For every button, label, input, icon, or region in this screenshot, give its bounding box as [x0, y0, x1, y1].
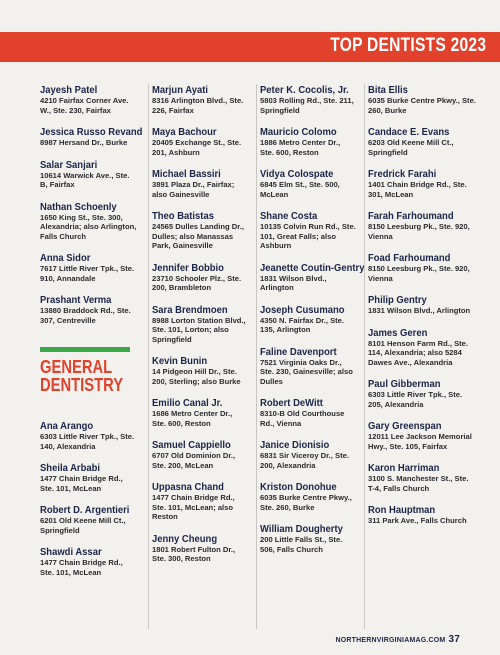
dentist-address: 3891 Plaza Dr., Fairfax; also Gainesville: [152, 180, 235, 199]
dentist-address: 12011 Lee Jackson Memorial Hwy., Ste. 105, Fairfax: [368, 432, 472, 451]
dentist-entry: [152, 304, 248, 345]
dentist-entry: [368, 327, 476, 368]
dentist-name: Michael Bassiri: [152, 168, 221, 180]
dentist-entry: [152, 355, 248, 386]
dentist-entry: [40, 546, 138, 577]
dentist-name: William Dougherty: [260, 523, 343, 535]
dentist-entry: [368, 84, 476, 115]
section-title: GENERAL DENTISTRY: [40, 357, 124, 395]
dentist-address: 1401 Chain Bridge Rd., Ste. 301, McLean: [368, 180, 467, 199]
dentist-address: 24565 Dulles Landing Dr., Dulles; also Manassas Park, Gainesville: [152, 222, 244, 250]
dentist-address: 10135 Colvin Run Rd., Ste. 101, Great Falls; also Ashburn: [260, 222, 356, 250]
dentist-address: 20405 Exchange St., Ste. 201, Ashburn: [152, 138, 242, 157]
dentist-name: Karon Harriman: [368, 462, 440, 474]
dentist-name: Prashant Verma: [40, 294, 112, 306]
dentist-address: 6035 Burke Centre Pkwy., Ste. 260, Burke: [260, 493, 352, 512]
dentist-name: Shane Costa: [260, 210, 318, 222]
dentist-name: Ron Hauptman: [368, 504, 436, 516]
dentist-name: Emilio Canal Jr.: [152, 397, 223, 409]
page-footer: [335, 634, 460, 645]
dentist-entry: [368, 462, 476, 493]
dentist-entry: [260, 397, 356, 428]
dentist-address: 1831 Wilson Blvd., Arlington: [260, 273, 327, 292]
dentist-entry: [152, 262, 248, 293]
page-number: 37: [448, 634, 460, 645]
dentist-address: 6303 Little River Tpk., Ste. 140, Alexandria: [40, 432, 135, 451]
dentist-name: Kriston Donohue: [260, 481, 337, 493]
dentist-name: Vidya Colospate: [260, 168, 334, 180]
dentist-address: 6201 Old Keene Mill Ct., Springfield: [40, 516, 126, 535]
dentist-name: James Geren: [368, 326, 428, 339]
dentist-address: 8150 Leesburg Pk., Ste. 920, Vienna: [368, 264, 470, 283]
dentist-address: 8101 Henson Farm Rd., Ste. 114, Alexandria; also 5284 Dawes Ave., Alexandria: [368, 338, 469, 367]
dentist-address: 8310-B Old Courthouse Rd., Vienna: [260, 409, 345, 428]
dentist-name: Jeanette Coutin-Gentry: [260, 261, 365, 274]
dentist-entry: [152, 126, 248, 157]
dentist-address: 6035 Burke Centre Pkwy., Ste. 260, Burke: [368, 96, 476, 115]
dentist-entry: [368, 126, 476, 157]
dentist-address: 23710 Schooler Plz., Ste. 200, Brambleton: [152, 273, 242, 292]
dentist-entry: [260, 439, 356, 470]
dentist-entry: [152, 439, 248, 470]
dentist-entry: [368, 210, 476, 241]
dentist-name: Maya Bachour: [152, 126, 217, 138]
dentist-address: 7617 Little River Tpk., Ste. 910, Annandale: [40, 264, 135, 283]
dentist-entry: [260, 481, 356, 512]
dentist-entry: [152, 397, 248, 428]
dentist-address: 1686 Metro Center Dr., Ste. 600, Reston: [152, 409, 233, 428]
dentist-address: 6303 Little River Tpk., Ste. 205, Alexandria: [368, 390, 463, 409]
dentist-entry: [40, 126, 143, 148]
dentist-entry: [152, 168, 248, 199]
dentist-name: Fredrick Farahi: [368, 168, 437, 180]
dentist-address: 5803 Rolling Rd., Ste. 211, Springfield: [260, 96, 354, 115]
dentist-name: Sheila Arbabi: [40, 462, 101, 474]
dentist-name: Anna Sidor: [40, 252, 91, 264]
dentist-entry: [40, 462, 138, 493]
dentist-entry: [152, 84, 248, 115]
dentist-name: Salar Sanjari: [40, 158, 98, 171]
dentist-name: Robert DeWitt: [260, 397, 323, 409]
column-2: [148, 84, 254, 629]
dentist-entry: [152, 481, 248, 522]
dentist-address: 1650 King St., Ste. 300, Alexandria; also Arlington, Falls Church: [40, 212, 137, 241]
dentist-entry: [368, 420, 476, 451]
dentist-name: Bita Ellis: [368, 84, 408, 96]
dentist-entry: [40, 84, 138, 115]
dentist-name: Joseph Cusumano: [260, 303, 345, 316]
dentist-entry: [152, 210, 248, 251]
dentist-address: 1886 Metro Center Dr., Ste. 600, Reston: [260, 138, 341, 157]
section-divider-bar: [40, 347, 130, 352]
dentist-name: Uppasna Chand: [152, 481, 224, 493]
dentist-address: 4350 N. Fairfax Dr., Ste. 135, Arlington: [260, 315, 344, 334]
dentist-name: Shawdi Assar: [40, 546, 102, 558]
title-banner: [0, 32, 500, 62]
dentist-entry: [260, 210, 356, 251]
dentist-address: 8987 Hersand Dr., Burke: [40, 138, 128, 147]
dentist-address: 13880 Braddock Rd., Ste. 307, Centreville: [40, 306, 131, 325]
dentist-name: Gary Greenspan: [368, 420, 442, 432]
dentist-address: 1477 Chain Bridge Rd., Ste. 101, McLean; also Reston: [152, 493, 235, 521]
dentist-address: 10614 Warwick Ave., Ste. B, Fairfax: [40, 170, 130, 189]
column-3: [256, 84, 365, 629]
dentist-name: Candace E. Evans: [368, 126, 450, 138]
dentist-address: 6831 Sir Viceroy Dr., Ste. 200, Alexandria: [260, 451, 349, 470]
column-1: [40, 84, 144, 588]
dentist-address: 8150 Leesburg Pk., Ste. 920, Vienna: [368, 222, 470, 241]
dentist-entry: [260, 346, 356, 387]
dentist-entry: [368, 294, 476, 316]
dentist-name: Jessica Russo Revand: [40, 126, 143, 138]
dentist-entry: [368, 168, 476, 199]
dentist-entry: [260, 304, 356, 335]
page-title: TOP DENTISTS 2023: [329, 35, 486, 56]
dentist-address: 311 Park Ave., Falls Church: [368, 516, 467, 525]
dentist-address: 8316 Arlington Blvd., Ste. 226, Fairfax: [152, 96, 244, 115]
dentist-name: Jenny Cheung: [152, 532, 218, 545]
dentist-address: 1801 Robert Fulton Dr., Ste. 300, Reston: [152, 544, 236, 563]
dentist-address: 14 Pidgeon Hill Dr., Ste. 200, Sterling; also Burke: [152, 367, 241, 386]
dentist-address: 200 Little Falls St., Ste. 506, Falls Church: [260, 535, 343, 554]
dentist-address: 8988 Lorton Station Blvd., Ste. 101, Lorton; also Springfield: [152, 315, 246, 344]
dentist-name: Nathan Schoenly: [40, 200, 117, 213]
dentist-entry: [368, 252, 476, 283]
dentist-name: Peter K. Cocolis, Jr.: [260, 84, 349, 96]
dentist-name: Kevin Bunin: [152, 355, 208, 367]
dentist-entry: [260, 126, 356, 157]
dentist-name: Marjun Ayati: [152, 84, 209, 96]
dentist-name: Janice Dionisio: [260, 439, 330, 451]
dentist-address: 7521 Virginia Oaks Dr., Ste. 230, Gainesville; also Dulles: [260, 357, 353, 386]
dentist-address: 1477 Chain Bridge Rd., Ste. 101, McLean: [40, 558, 123, 577]
dentist-address: 1477 Chain Bridge Rd., Ste. 101, McLean: [40, 474, 123, 493]
dentist-entry: [40, 420, 138, 451]
dentist-address: 6845 Elm St., Ste. 500, McLean: [260, 180, 340, 199]
dentist-entry: [40, 252, 138, 283]
dentist-entry: [260, 523, 356, 554]
dentist-address: 3100 S. Manchester St., Ste. T-4, Falls Church: [368, 474, 469, 493]
footer-site: NORTHERNVIRGINIAMAG.COM: [335, 637, 446, 644]
dentist-entry: [40, 504, 138, 535]
dentist-address: 6203 Old Keene Mill Ct., Springfield: [368, 138, 454, 157]
dentist-entry: [40, 294, 138, 325]
dentist-entry: [40, 201, 138, 242]
dentist-entry: [152, 533, 248, 564]
dentist-address: 6707 Old Dominion Dr., Ste. 200, McLean: [152, 451, 236, 470]
dentist-name: Farah Farhoumand: [368, 210, 454, 222]
dentist-name: Ana Arango: [40, 420, 94, 432]
dentist-name: Samuel Cappiello: [152, 439, 231, 451]
dentist-name: Faline Davenport: [260, 345, 337, 358]
dentist-name: Jennifer Bobbio: [152, 261, 224, 274]
dentist-name: Mauricio Colomo: [260, 126, 337, 138]
dentist-entry: [260, 168, 356, 199]
dentist-entry: [260, 261, 365, 293]
column-4: [364, 84, 482, 629]
dentist-entry: [260, 84, 356, 115]
dentist-name: Philip Gentry: [368, 294, 427, 306]
dentist-name: Robert D. Argentieri: [40, 504, 130, 516]
dentist-entry: [368, 378, 476, 409]
dentist-name: Theo Batistas: [152, 210, 214, 222]
dentist-name: Sara Brendmoen: [152, 303, 228, 316]
dentist-name: Paul Gibberman: [368, 378, 441, 390]
dentist-name: Jayesh Patel: [40, 84, 98, 96]
dentist-address: 4210 Fairfax Corner Ave. W., Ste. 230, Fairfax: [40, 96, 129, 115]
dentist-name: Foad Farhoumand: [368, 252, 451, 264]
dentist-entry: [40, 159, 138, 190]
dentist-entry: [368, 504, 476, 526]
dentist-address: 1831 Wilson Blvd., Arlington: [368, 306, 471, 315]
